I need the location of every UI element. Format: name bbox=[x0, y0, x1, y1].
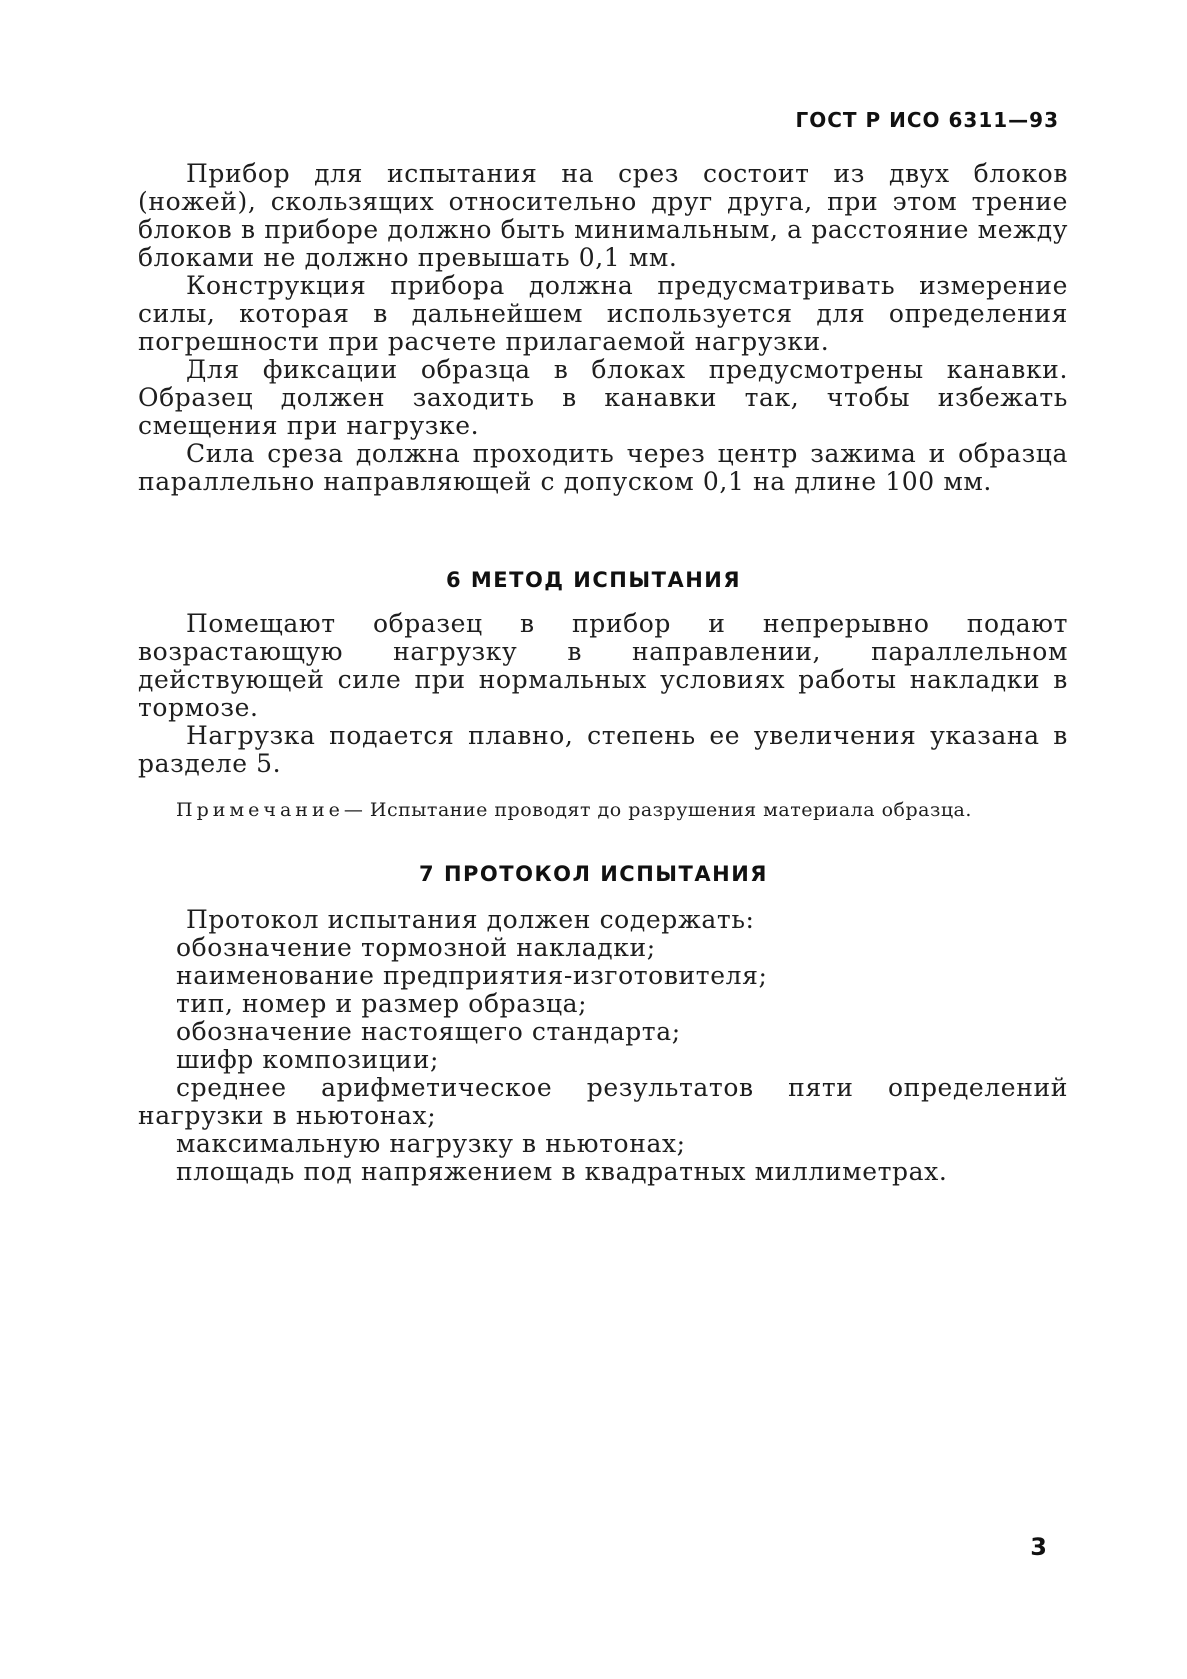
list-item: тип, номер и размер образца; bbox=[176, 989, 588, 1018]
paragraph: Для фиксации образца в блоках предусмотрены канавки. Образец должен заходить в канавки так, чтобы избежать смещения при нагрузке. bbox=[138, 355, 1068, 440]
page-number: 3 bbox=[1030, 1533, 1047, 1561]
list-item: максимальную нагрузку в ньютонах; bbox=[176, 1129, 686, 1158]
section5-continued bbox=[138, 160, 1068, 496]
paragraph: Помещают образец в прибор и непрерывно подают возрастающую нагрузку в направлении, параллельном действующей силе при нормальных условиях работы накладки в тормозе. bbox=[138, 609, 1068, 722]
section6-body bbox=[138, 610, 1068, 822]
note bbox=[138, 798, 1068, 822]
paragraph: Сила среза должна проходить через центр зажима и образца параллельно направляющей с допуском 0,1 на длине 100 мм. bbox=[138, 439, 1068, 496]
note-text: — Испытание проводят до разрушения материала образца. bbox=[343, 799, 972, 821]
paragraph: Прибор для испытания на срез состоит из двух блоков (ножей), скользящих относительно друг друга, при этом трение блоков в приборе должно быть минимальным, а расстояние между блоками не должно превышать 0,1 мм. bbox=[138, 159, 1068, 272]
paragraph: Нагрузка подается плавно, степень ее увеличения указана в разделе 5. bbox=[138, 721, 1068, 778]
list-item: площадь под напряжением в квадратных миллиметрах. bbox=[176, 1157, 948, 1186]
section7-body bbox=[138, 906, 1068, 1186]
list-item: среднее арифметическое результатов пяти определений нагрузки в ньютонах; bbox=[138, 1073, 1068, 1130]
note-label: Примечание bbox=[176, 799, 344, 821]
section7-title: 7 ПРОТОКОЛ ИСПЫТАНИЯ bbox=[419, 862, 768, 886]
protocol-items-list bbox=[138, 934, 1068, 1186]
list-item: обозначение тормозной накладки; bbox=[176, 933, 656, 962]
paragraph: Конструкция прибора должна предусматривать измерение силы, которая в дальнейшем используется для определения погрешности при расчете прилагаемой нагрузки. bbox=[138, 271, 1068, 356]
section6-title: 6 МЕТОД ИСПЫТАНИЯ bbox=[445, 568, 742, 592]
standard-code-header: ГОСТ Р ИСО 6311—93 bbox=[795, 108, 1059, 132]
list-item: обозначение настоящего стандарта; bbox=[176, 1017, 681, 1046]
list-item: наименование предприятия-изготовителя; bbox=[176, 961, 768, 990]
list-intro: Протокол испытания должен содержать: bbox=[186, 905, 755, 934]
list-item: шифр композиции; bbox=[176, 1045, 439, 1074]
